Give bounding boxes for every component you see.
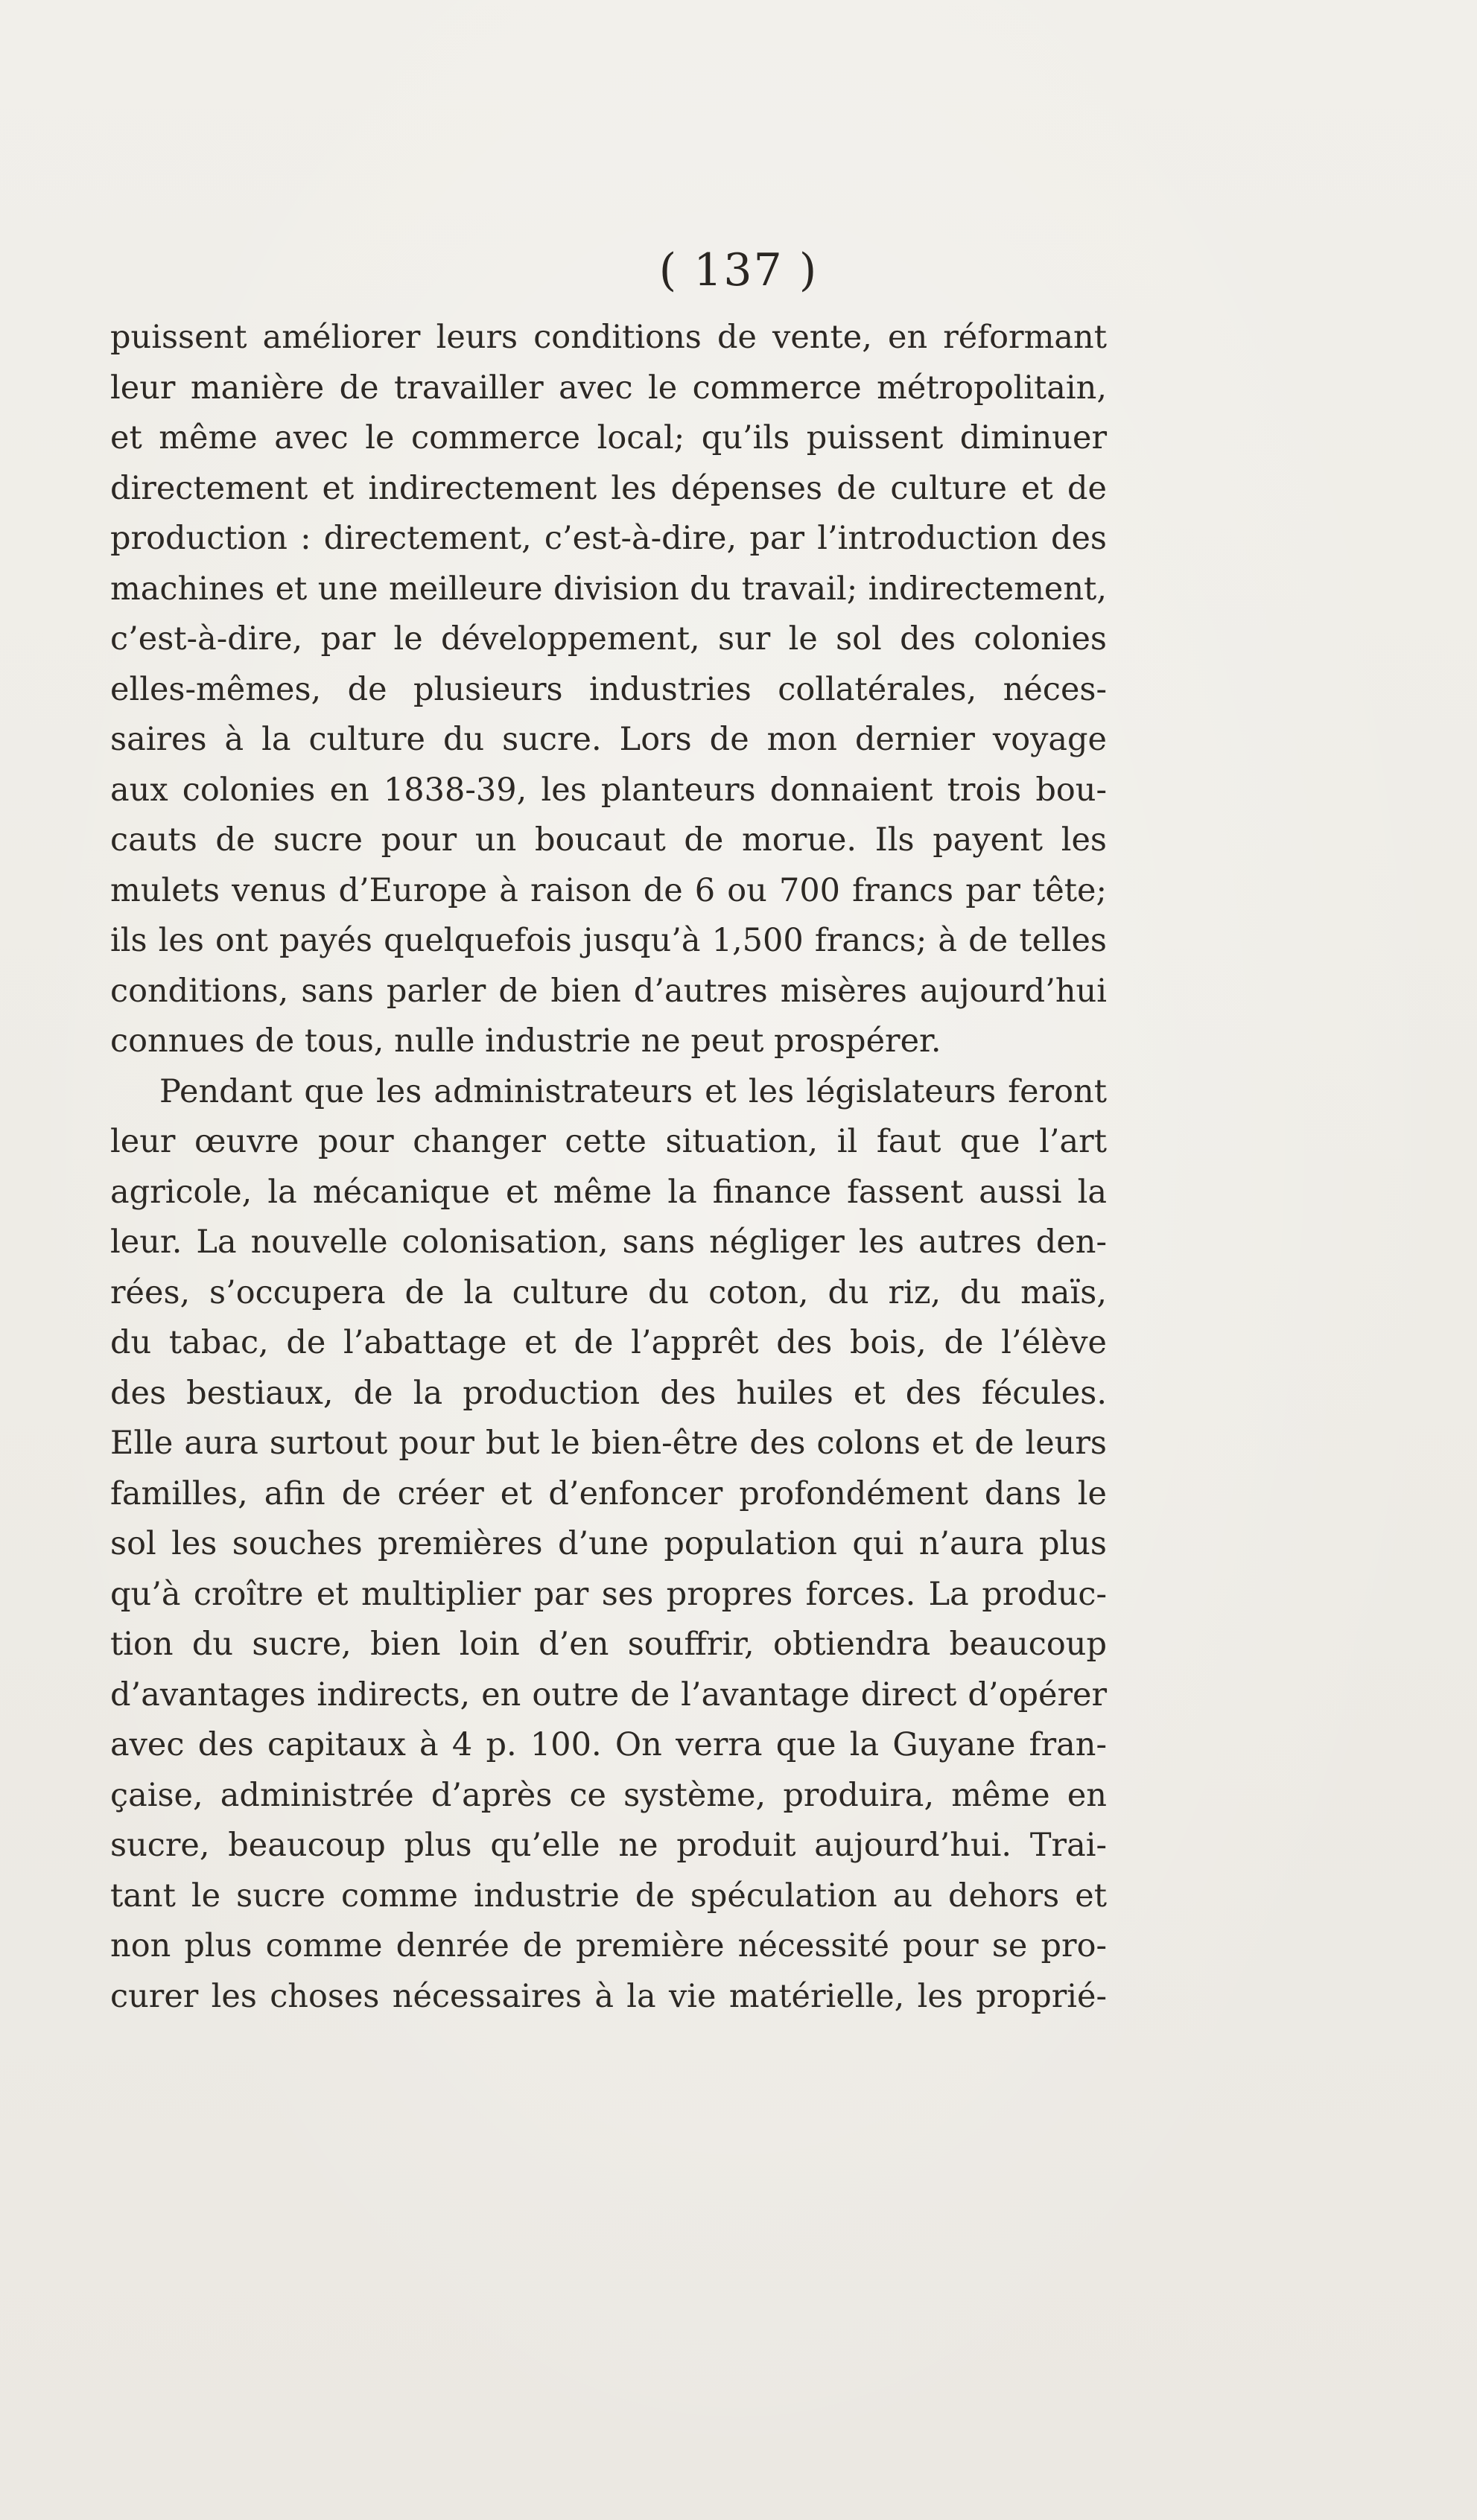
text-line: leur manière de travailler avec le commerce métropolitain,	[110, 369, 1107, 407]
text-line: directement et indirectement les dépenses de culture et de	[110, 469, 1107, 507]
text-line: Elle aura surtout pour but le bien-être des colons et de leurs	[110, 1425, 1107, 1462]
paragraph-1	[110, 313, 1107, 1067]
text-line: machines et une meilleure division du travail; indirectement,	[110, 570, 1107, 608]
text-line: non plus comme denrée de première nécessité pour se pro-	[110, 1927, 1107, 1964]
text-line: production : directement, c’est-à-dire, par l’introduction des	[110, 520, 1107, 557]
text-line: aux colonies en 1838-39, les planteurs donnaient trois bou-	[110, 771, 1107, 809]
text-line: conditions, sans parler de bien d’autres misères aujourd’hui	[110, 972, 1107, 1010]
text-line: tion du sucre, bien loin d’en souffrir, obtiendra beaucoup	[110, 1626, 1107, 1663]
text-line: sol les souches premières d’une population qui n’aura plus	[110, 1525, 1107, 1562]
text-line: saires à la culture du sucre. Lors de mon dernier voyage	[110, 721, 1107, 758]
paragraph-2	[110, 1067, 1107, 2023]
text-line: des bestiaux, de la production des huiles et des fécules.	[110, 1374, 1107, 1412]
text-line: Pendant que les administrateurs et les législateurs feront	[159, 1072, 1107, 1110]
text-line: connues de tous, nulle industrie ne peut prospérer.	[110, 1022, 941, 1060]
text-line: sucre, beaucoup plus qu’elle ne produit aujourd’hui. Trai-	[110, 1827, 1107, 1864]
text-line: agricole, la mécanique et même la finance fassent aussi la	[110, 1173, 1107, 1211]
text-line: et même avec le commerce local; qu’ils puissent diminuer	[110, 419, 1107, 456]
text-line: cauts de sucre pour un boucaut de morue. Ils payent les	[110, 821, 1107, 859]
text-line: rées, s’occupera de la culture du coton, du riz, du maïs,	[110, 1273, 1107, 1311]
text-line: d’avantages indirects, en outre de l’avantage direct d’opérer	[110, 1676, 1107, 1714]
text-line: curer les choses nécessaires à la vie matérielle, les proprié-	[110, 1977, 1107, 2015]
text-line: leur œuvre pour changer cette situation, il faut que l’art	[110, 1123, 1107, 1160]
text-line: du tabac, de l’abattage et de l’apprêt des bois, de l’élève	[110, 1324, 1107, 1361]
text-line: ils les ont payés quelquefois jusqu’à 1,500 francs; à de telles	[110, 922, 1107, 959]
text-line: tant le sucre comme industrie de spéculation au dehors et	[110, 1877, 1107, 1915]
text-line: avec des capitaux à 4 p. 100. On verra que la Guyane fran-	[110, 1726, 1107, 1763]
text-line: c’est-à-dire, par le développement, sur le sol des colonies	[110, 620, 1107, 658]
text-line: leur. La nouvelle colonisation, sans négliger les autres den-	[110, 1224, 1107, 1261]
text-line: çaise, administrée d’après ce système, produira, même en	[110, 1776, 1107, 1814]
text-line: qu’à croître et multiplier par ses propres forces. La produc-	[110, 1575, 1107, 1613]
page-number: ( 137 )	[658, 244, 819, 296]
body-text	[110, 313, 1107, 2022]
text-line: elles-mêmes, de plusieurs industries collatérales, néces-	[110, 670, 1107, 708]
text-line: familles, afin de créer et d’enfoncer profondément dans le	[110, 1474, 1107, 1512]
text-line: puissent améliorer leurs conditions de vente, en réformant	[110, 319, 1107, 356]
text-line: mulets venus d’Europe à raison de 6 ou 700 francs par tête;	[110, 871, 1107, 909]
